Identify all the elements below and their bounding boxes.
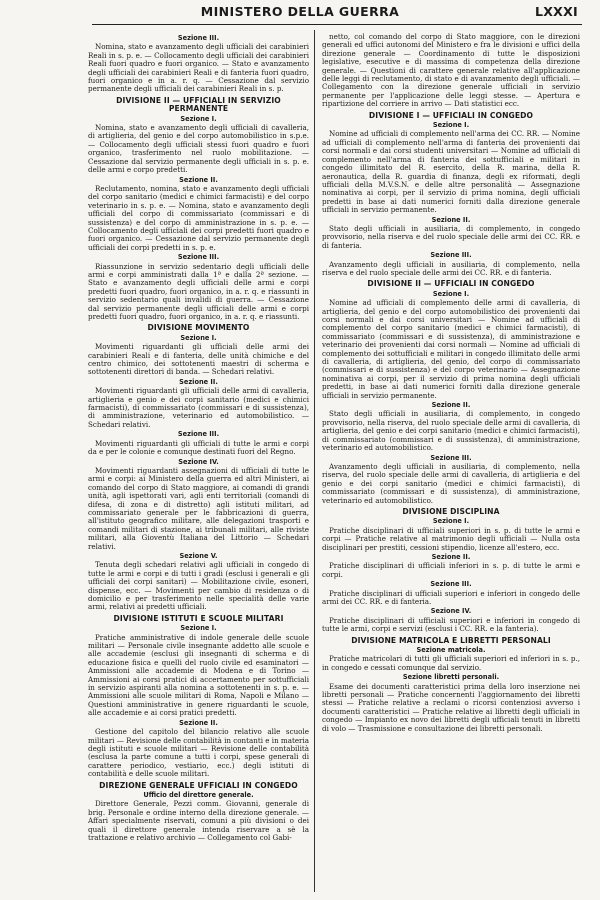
paragraph: Nomina, stato e avanzamento degli ufficiali di cavalleria, di artiglieria, del genio e del corpo automobilistico in s.p.e. — Collocamento degli ufficiali stessi fuori quadro e fuori organico, trasferimento nel ruolo mobilitazione. — Cessazione dal servizio permanente degli ufficiali in s. p. e. delle armi e corpo predetti. <box>88 123 309 175</box>
section-heading: Sezione III. <box>177 34 220 42</box>
right-column <box>322 33 580 893</box>
division-heading: DIVISIONE II — UFFICIALI IN CONGEDO <box>367 279 535 289</box>
section-heading: Sezione IV. <box>430 607 472 616</box>
paragraph: Nomine ad ufficiali di complemento nell'arma dei CC. RR. — Nomine ad ufficiali di complemento nell'arma di fanteria dei provenienti dai corsi normali e dai corsi studenti universitari — Nomine ad ufficiali di complemento nell'arma di fanteria dei sottufficiali e militari in congedo illimitato del R. esercito, della R. marina, della R. aeronautica, della R. guardia di finanza, degli ex riformati, degli ufficiali della M.V.S.N. e delle altre personalità — Assegnazione nominativa ai corpi, per il servizio di prima nomina, degli ufficiali predetti in base ai dati numerici forniti dalla direzione generale ufficiali in servizio permanente. <box>322 129 580 215</box>
paragraph: Pratiche disciplinari di ufficiali superiori in s. p. di tutte le armi e corpi — Pratiche relative al matrimonio degli ufficiali — Nulla osta disciplinari per prestiti, cessioni stipendio, licenze all'estero, ecc. <box>322 525 580 552</box>
paragraph: Stato degli ufficiali in ausiliaria, di complemento, in congedo provvisorio, nella riserva e del ruolo speciale delle armi dei CC. RR. e di fanteria. <box>322 223 580 250</box>
section-heading: Sezione I. <box>432 289 470 298</box>
section-heading: Sezione III. <box>177 430 220 439</box>
section-heading: Sezione II. <box>431 215 471 224</box>
section-heading: Sezione I. <box>432 517 470 526</box>
section-heading: Sezione II. <box>179 377 218 386</box>
paragraph: Nomina, stato e avanzamento degli ufficiali dei carabinieri Reali in s. p. e. — Collocamento degli ufficiali dei carabinieri Reali fuori quadro e fuori organico. — Stato e avanzamento degli ufficiali dei carabinieri Reali e di fanteria fuori quadro, fuori organico e in a. r. q. — Cessazione dal servizio permanente degli ufficiali dei carabinieri Reali in s. p. <box>88 42 309 94</box>
paragraph: Movimenti riguardanti assegnazioni di ufficiali di tutte le armi e corpi: ai Ministero della guerra ed altri Ministeri, ai comando del corpo di Stato maggiore, ai comandi di grandi unità, agli ispettorati vari, agli enti territoriali (comandi di difesa, di zona e di distretto) agli istituti militari, ad commissariato generale per le fabbricazioni di guerra, all'istituto geografico militare, alle delegazioni trasporti e comandi militari di stazione, ai tribunali militari, alle riviste militari, alla Gioventù Italiana del Littorio — Schedari relativi. <box>88 465 309 551</box>
paragraph: Tenuta degli schedari relativi agli ufficiali in congedo di tutte le armi e corpi e di tutti i gradi (esclusi i generali e gli ufficiali dei corpi sanitari) — Mobilitazione civile, esoneri, dispense, ecc. — Movimenti per cambio di residenza o di domicilio e per trasferimento nelle specialità delle varie armi, relativi ai predetti ufficiali. <box>88 560 309 612</box>
paragraph: Pratiche disciplinari di ufficiali inferiori in s. p. di tutte le armi e corpi. <box>322 561 580 579</box>
section-heading: Sezione II. <box>431 552 471 561</box>
paragraph: netto, col comando del corpo di Stato maggiore, con le direzioni generali ed uffici autonomi del Ministero e fra le divisioni e uffici della direzione generale — Coordinamento di tutte le disposizioni legislative, esecutive e di massima di competenza della direzione generale. — Questioni di carattere generale relative all'applicazione delle leggi di reclutamento, di stato e di avanzamento degli ufficiali. — Collegamento con la direzione generale ufficiali in servizio permanente per l'applicazione delle leggi stesse. — Apertura e ripartizione del corriere in arrivo — Dati statistici ecc. <box>322 33 580 109</box>
left-column <box>88 33 309 893</box>
division-heading: DIVISIONE I — UFFICIALI IN CONGEDO <box>368 110 534 120</box>
office-heading: Ufficio del direttore generale. <box>143 790 254 799</box>
section-heading: Sezione II. <box>431 401 471 410</box>
section-heading: Sezione IV. <box>178 457 219 466</box>
header-rule <box>92 24 582 25</box>
paragraph: Avanzamento degli ufficiali in ausiliaria, di complemento, nella riserva, del ruolo speciale delle armi di cavalleria, di artiglieria e del genio e dei corpi sanitario (medici e chimici farmacisti), di commissariato (commissari e di sussistenza), di amministrazione, veterinario ed automobilistico. <box>322 461 580 505</box>
section-heading: Sezione I. <box>180 624 217 633</box>
division-heading: DIVISIONE MATRICOLA E LIBRETTI PERSONALI <box>351 635 551 645</box>
section-heading: Sezione matricola. <box>416 646 486 655</box>
page-number: LXXXI <box>534 4 578 19</box>
section-heading: Sezione II. <box>179 718 218 727</box>
section-heading: Sezione I. <box>432 121 470 130</box>
division-heading: DIVISIONE MOVIMENTO <box>147 323 250 333</box>
division-heading: DIVISIONE ISTITUTI E SCUOLE MILITARI <box>113 613 284 623</box>
division-heading: DIVISIONE DISCIPLINA <box>402 506 500 516</box>
section-heading: Sezione I. <box>180 114 217 123</box>
section-heading: Sezione II. <box>179 175 218 184</box>
section-heading: Sezione III. <box>430 251 472 260</box>
paragraph: Movimenti riguardanti gli ufficiali delle armi di cavalleria, artiglieria e genio e dei corpi sanitario (medici e chimici farmacisti), di commissariato (commissari e di sussistenza), di amministrazione, veterinario ed automobilistico. — Schedari relativi. <box>88 386 309 429</box>
paragraph: Esame dei documenti caratteristici prima della loro inserzione nei libretti personali — Pratiche concernenti l'aggiornamento dei libretti stessi — Pratiche relative a reclami o ricorsi contenziosi avverso i documenti caratteristici — Pratiche relative ai libretti degli ufficiali in congedo — Impianto ex novo dei libretti degli ufficiali tenuti in libretti di volo — Trasmissione e consultazione dei libretti personali. <box>322 681 580 733</box>
paragraph: Riassunzione in servizio sedentario degli ufficiali delle armi e corpi amministrati dalla 1ª e dalla 2ª sezione. — Stato e avanzamento degli ufficiali delle armi e corpi predetti fuori quadro, fuori organico, in a. r. q. e riassunti in servizio sedentario quali invalidi di guerra. — Cessazione dal servizio permanente degli ufficiali delle armi e corpi predetti fuori quadro, fuori organico, in a. r. q. e riassunti. <box>88 261 309 321</box>
section-heading: Sezione I. <box>180 333 217 342</box>
section-heading: Sezione III. <box>177 253 220 262</box>
page-header <box>0 0 600 28</box>
paragraph: Pratiche disciplinari di ufficiali superiori e inferiori in congedo delle armi dei CC. RR. e di fanteria. <box>322 588 580 606</box>
division-heading: DIVISIONE II — UFFICIALI IN SERVIZIO PERMANENTE <box>116 95 281 114</box>
running-title: MINISTERO DELLA GUERRA <box>200 4 400 19</box>
column-divider <box>314 30 315 892</box>
paragraph: Gestione del capitolo del bilancio relativo alle scuole militari — Revisione delle contabilità in contanti e in materia degli istituti e scuole militari — Revisione delle contabilità (esclusa la parte comune a tutti i corpi, spese generali di carattere periodico, vestiario, ecc.) degli istituti di contabilità e delle scuole militari. <box>88 727 309 779</box>
paragraph: Avanzamento degli ufficiali in ausiliaria, di complemento, nella riserva e del ruolo speciale delle armi dei CC. RR. e di fanteria. <box>322 259 580 277</box>
section-heading: Sezione III. <box>430 453 472 462</box>
paragraph: Stato degli ufficiali in ausiliaria, di complemento, in congedo provvisorio, nella riserva, del ruolo speciale delle armi di cavalleria, di artiglieria, del genio e dei corpi sanitario (medici e chimici farmacisti), di commissariato (commissari e di sussistenza), di amministrazione, veterinario ed automobilistico. <box>322 409 580 453</box>
paragraph: Nomine ad ufficiali di complemento delle armi di cavalleria, di artiglieria, del genio e del corpo automobilistico dei provenienti dai corsi normali e dai corsi universitari — Nomine ad ufficiali di complemento del corpo sanitario (medici e chimici farmacisti), di commissariato (commissari e di sussistenza), di amministrazione e veterinario dei provenienti dai corsi normali — Nomine ad ufficiali di complemento dei sottufficiali e militari in congedo illimitato delle armi di cavalleria, di artiglieria, del genio, del corpo di commissariato (commissari e di sussistenza) e del corpo veterinario — Assegnazione nominativa ai corpi, per il servizio di prima nomina degli ufficiali predetti, in base ai dati numerici forniti dalla direzione generale ufficiali in servizio permanente. <box>322 298 580 400</box>
paragraph: Direttore Generale, Pezzi comm. Giovanni, generale di brig. Personale e ordine interno della direzione generale. — Affari specialmente riservati, comuni a più divisioni o dei quali il direttore generale intenda riservare a sè la trattazione e relativo archivio — Collegamento col Gabi- <box>88 799 309 842</box>
paragraph: Pratiche disciplinari di ufficiali superiori e inferiori in congedo di tutte le armi, corpi e servizi (esclusi i CC. RR. e la fanteria). <box>322 615 580 634</box>
paragraph: Movimenti riguardanti gli ufficiali di tutte le armi e corpi da e per le colonie e comunque destinati fuori del Regno. <box>88 438 309 457</box>
paragraph: Movimenti riguardanti gli ufficiali delle armi dei carabinieri Reali e di fanteria, delle unità chimiche e del centro chimico, dei sottotenenti maestri di scherma e sottotenenti direttori di banda. — Schedari relativi. <box>88 342 309 377</box>
section-heading: Sezione V. <box>179 551 218 560</box>
section-heading: Sezione libretti personali. <box>402 673 500 682</box>
paragraph: Pratiche amministrative di indole generale delle scuole militari — Personale civile insegnante addetto alle scuole e alle accademie (esclusi gli insegnanti di scherma e di educazione fisica e quelli del ruolo civile ed esaminatori — Ammissioni alle accademie di Modena e di Torino — Ammissioni ai corsi pratici di accertamento per sottufficiali in servizio aspiranti alla nomina a sottotenenti in s. p. e. — Ammissioni alle scuole militari di Roma, Napoli e Milano — Questioni amministrative in genere riguardanti le scuole, alle accademie e ai corsi pratici predetti. <box>88 632 309 718</box>
section-heading: Sezione III. <box>430 580 472 589</box>
paragraph: Reclutamento, nomina, stato e avanzamento degli ufficiali del corpo sanitario (medici e chimici farmacisti) e del corpo veterinario in s. p. e. — Nomina, stato e avanzamento degli ufficiali del corpo di commissariato (commissari e di sussistenza) e del corpo di amministrazione in s. p. e. — Collocamento degli ufficiali dei corpi predetti fuori quadro e fuori organico. — Cessazione dal servizio permanente degli ufficiali dei corpi predetti in s. p. e. <box>88 183 309 252</box>
paragraph: Pratiche matricolari di tutti gli ufficiali superiori ed inferiori in s. p., in congedo e cessati comunque dal servizio. <box>322 654 580 672</box>
division-heading: DIREZIONE GENERALE UFFICIALI IN CONGEDO <box>99 780 298 790</box>
